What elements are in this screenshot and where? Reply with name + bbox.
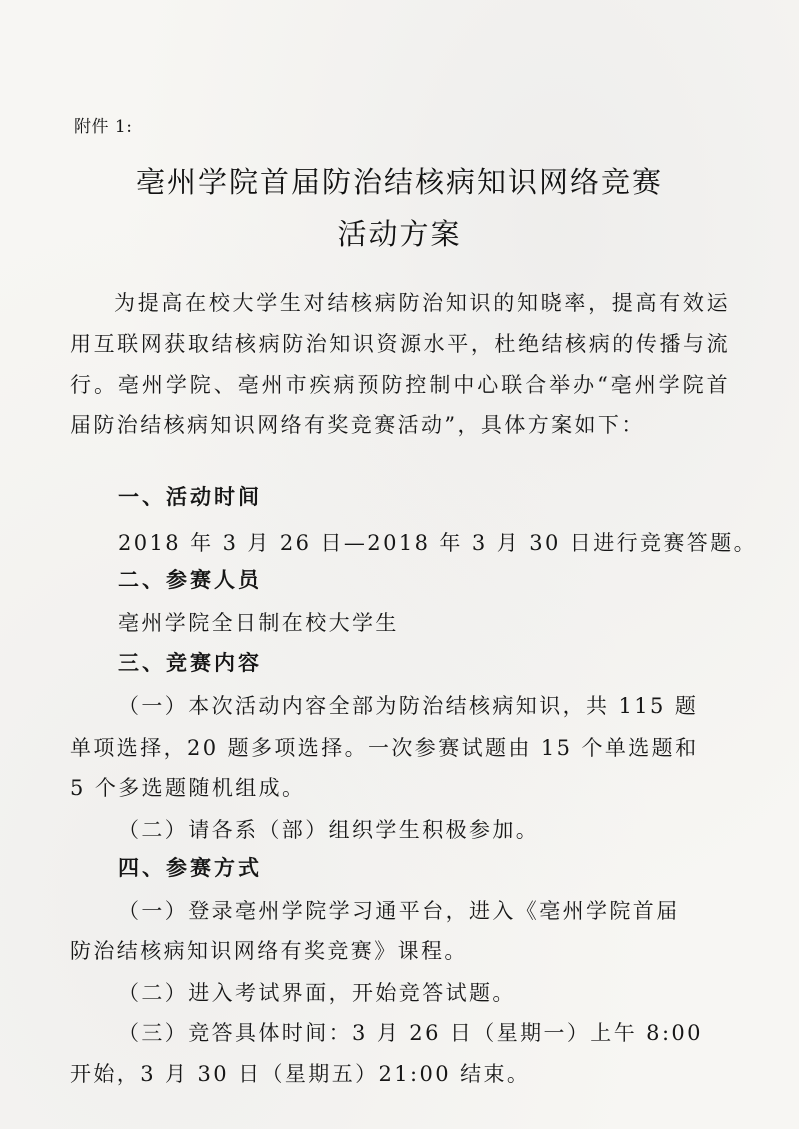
method-item-3-line-2: 开始，3 月 30 日（星期五）21:00 结束。: [70, 1062, 531, 1086]
section-heading-time: 一、活动时间: [118, 485, 262, 509]
method-item-3-line-1: （三）竞答具体时间：3 月 26 日（星期一）上午 8:00: [118, 1021, 703, 1045]
section-text-time: 2018 年 3 月 26 日—2018 年 3 月 30 日进行竞赛答题。: [118, 531, 758, 555]
method-item-2: （二）进入考试界面，开始竞答试题。: [118, 981, 516, 1005]
document-subtitle: 活动方案: [337, 217, 462, 251]
intro-paragraph: 为提高在校大学生对结核病防治知识的知晓率，提高有效运用互联网获取结核病防治知识资源水平，杜绝结核病的传播与流行。亳州学院、亳州市疾病预防控制中心联合举办“亳州学院首届防治结核病知识网络有奖竞赛活动”，具体方案如下：: [70, 291, 730, 438]
section-text-participants: 亳州学院全日制在校大学生: [118, 611, 399, 635]
method-item-1-line-2: 防治结核病知识网络有奖竞赛》课程。: [70, 939, 468, 963]
content-item-2: （二）请各系（部）组织学生积极参加。: [118, 818, 540, 842]
content-item-1-line-2: 单项选择，20 题多项选择。一次参赛试题由 15 个单选题和: [70, 736, 699, 760]
method-item-1-line-1: （一）登录亳州学院学习通平台，进入《亳州学院首届: [118, 899, 680, 923]
content-item-1-line-3: 5 个多选题随机组成。: [70, 776, 306, 800]
section-heading-content: 三、竞赛内容: [118, 651, 262, 675]
attachment-label: 附件 1:: [74, 117, 133, 137]
content-item-1-line-1: （一）本次活动内容全部为防治结核病知识，共 115 题: [118, 694, 699, 718]
section-heading-participants: 二、参赛人员: [118, 568, 262, 592]
document-title: 亳州学院首届防治结核病知识网络竞赛: [135, 165, 663, 199]
section-heading-method: 四、参赛方式: [118, 856, 262, 880]
